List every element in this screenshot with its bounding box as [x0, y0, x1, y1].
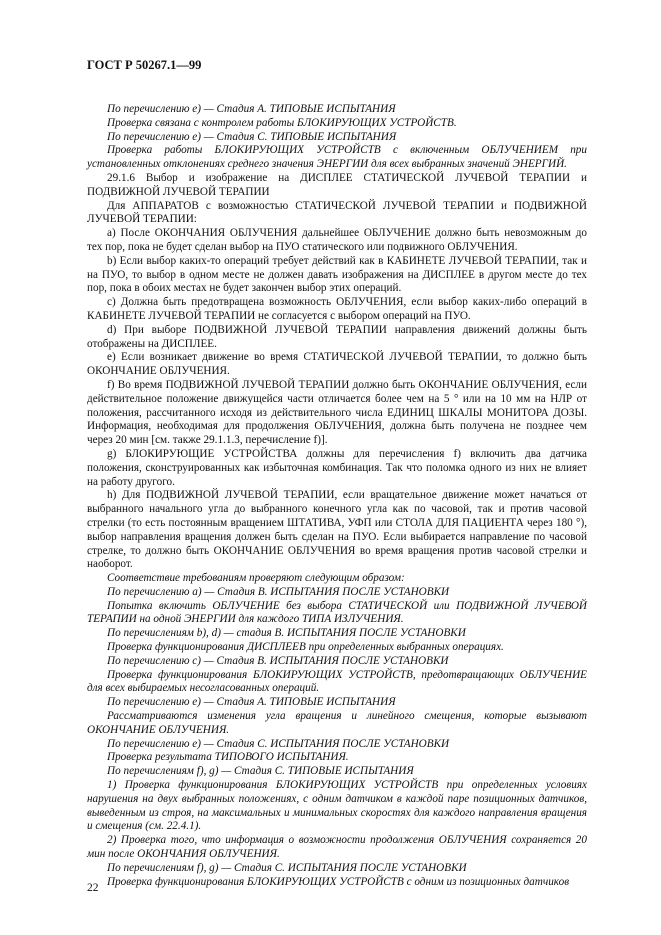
paragraph-text: По перечислению е) — Стадия С. ТИПОВЫЕ ИСПЫТАНИЯ — [107, 130, 397, 143]
paragraph-text: Проверка функционирования ДИСПЛЕЕВ при определенных выбранных операциях. — [107, 641, 504, 654]
italic-paragraph — [87, 710, 587, 738]
paragraph — [87, 379, 587, 448]
document-body — [87, 103, 587, 889]
italic-paragraph — [87, 144, 587, 172]
paragraph-text: Попытка включить ОБЛУЧЕНИЕ без выбора СТАТИЧЕСКОЙ или ПОДВИЖНОЙ ЛУЧЕВОЙ ТЕРАПИИ на одной ЭНЕРГИИ для каждого ТИПА ИЗЛУЧЕНИЯ. — [87, 599, 587, 626]
paragraph-text: b) Если выбор каких-то операций требует действий как в КАБИНЕТЕ ЛУЧЕВОЙ ТЕРАПИИ, так и на ПУО, то выбор в одном месте не должен давать изображения на ДИСПЛЕЕ в другом месте до тех пор, пока в обоих местах не будет закончен выбор этих операций. — [87, 254, 587, 295]
paragraph-text: По перечислениям b), d) — стадия В. ИСПЫТАНИЯ ПОСЛЕ УСТАНОВКИ — [107, 627, 466, 640]
paragraph-text: Проверка результата ТИПОВОГО ИСПЫТАНИЯ. — [107, 751, 349, 764]
document-page — [87, 58, 587, 889]
italic-paragraph — [87, 117, 587, 131]
paragraph — [87, 324, 587, 352]
italic-paragraph — [87, 131, 587, 145]
paragraph — [87, 200, 587, 228]
paragraph-text: е) Если возникает движение во время СТАТИЧЕСКОЙ ЛУЧЕВОЙ ТЕРАПИИ, то должно быть ОКОНЧАНИЕ ОБЛУЧЕНИЯ. — [87, 351, 587, 378]
italic-paragraph — [87, 600, 587, 628]
paragraph — [87, 255, 587, 296]
italic-paragraph — [87, 641, 587, 655]
italic-paragraph — [87, 751, 587, 765]
paragraph-text: h) Для ПОДВИЖНОЙ ЛУЧЕВОЙ ТЕРАПИИ, если вращательное движение может начаться от выбранного начального угла до выбранного конечного угла как по часовой, так и против часовой стрелки (то есть постоянным вращением ШТАТИВА, УФП или СТОЛА ДЛЯ ПАЦИЕНТА через 180 °), выбор направления вращения должен быть сделан на ПУО. Если выбирается направление по часовой стрелке, то должно быть ОКОНЧАНИЕ ОБЛУЧЕНИЯ во время вращения против часовой стрелки и наоборот. — [87, 489, 587, 571]
paragraph-text: Проверка работы БЛОКИРУЮЩИХ УСТРОЙСТВ с включенным ОБЛУЧЕНИЕМ при установленных отклонениях среднего значения ЭНЕРГИИ для всех выбранных значений ЭНЕРГИЙ. — [87, 144, 587, 171]
italic-paragraph — [87, 572, 587, 586]
page-number: 22 — [87, 882, 99, 894]
paragraph — [87, 448, 587, 489]
italic-paragraph — [87, 876, 587, 890]
paragraph-text: 1) Проверка функционирования БЛОКИРУЮЩИХ УСТРОЙСТВ при определенных условиях нарушения на двух выбранных положениях, с одним датчиком в каждой паре позиционных датчиков, выведенным из строя, на максимальных и минимальных скоростях для каждого направления вращения и смещения (см. 22.4.1). — [87, 779, 587, 833]
paragraph-text: По перечислениям f), g) — Стадия С. ТИПОВЫЕ ИСПЫТАНИЯ — [107, 765, 414, 778]
paragraph-text: 2) Проверка того, что информация о возможности продолжения ОБЛУЧЕНИЯ сохраняется 20 мин после ОКОНЧАНИЯ ОБЛУЧЕНИЯ. — [87, 834, 587, 861]
italic-paragraph — [87, 834, 587, 862]
paragraph-text: Проверка связана с контролем работы БЛОКИРУЮЩИХ УСТРОЙСТВ. — [107, 116, 457, 129]
paragraph — [87, 172, 587, 200]
paragraph-text: По перечислению е) — Стадия С. ИСПЫТАНИЯ ПОСЛЕ УСТАНОВКИ — [107, 737, 450, 750]
italic-paragraph — [87, 103, 587, 117]
paragraph-text: По перечислению е) — Стадия А. ТИПОВЫЕ ИСПЫТАНИЯ — [107, 103, 396, 115]
paragraph-text: Соответствие требованиям проверяют следующим образом: — [107, 572, 405, 585]
italic-paragraph — [87, 627, 587, 641]
paragraph-text: По перечислению с) — Стадия В. ИСПЫТАНИЯ ПОСЛЕ УСТАНОВКИ — [107, 654, 449, 667]
paragraph-text: По перечислению а) — Стадия В. ИСПЫТАНИЯ ПОСЛЕ УСТАНОВКИ — [107, 585, 450, 598]
italic-paragraph — [87, 738, 587, 752]
paragraph-text: Проверка функционирования БЛОКИРУЮЩИХ УСТРОЙСТВ с одним из позиционных датчиков — [107, 875, 570, 888]
paragraph-text: 29.1.6 Выбор и изображение на ДИСПЛЕЕ СТАТИЧЕСКОЙ ЛУЧЕВОЙ ТЕРАПИИ и ПОДВИЖНОЙ ЛУЧЕВОЙ ТЕРАПИИ — [87, 171, 587, 198]
italic-paragraph — [87, 779, 587, 834]
paragraph-text: f) Во время ПОДВИЖНОЙ ЛУЧЕВОЙ ТЕРАПИИ должно быть ОКОНЧАНИЕ ОБЛУЧЕНИЯ, если действительное положение движущейся части отличается более чем на 5 ° или на 10 мм на НЛР от положения, рассчитанного исходя из действительного числа ЕДИНИЦ ШКАЛЫ МОНИТОРА ДОЗЫ. Информация, необходимая для продолжения ОБЛУЧЕНИЯ, должна быть получена не позднее чем через 20 мин [см. также 29.1.1.3, перечисление f)]. — [87, 378, 587, 447]
paragraph-text: Для АППАРАТОВ с возможностью СТАТИЧЕСКОЙ ЛУЧЕВОЙ ТЕРАПИИ и ПОДВИЖНОЙ ЛУЧЕВОЙ ТЕРАПИИ: — [87, 199, 587, 226]
paragraph — [87, 351, 587, 379]
italic-paragraph — [87, 655, 587, 669]
italic-paragraph — [87, 862, 587, 876]
paragraph-text: а) После ОКОНЧАНИЯ ОБЛУЧЕНИЯ дальнейшее ОБЛУЧЕНИЕ должно быть невозможным до тех пор, пока не будет сделан выбор на ПУО статического или подвижного ОБЛУЧЕНИЯ. — [87, 227, 587, 253]
italic-paragraph — [87, 765, 587, 779]
paragraph-text: с) Должна быть предотвращена возможность ОБЛУЧЕНИЯ, если выбор каких-либо операций в КАБИНЕТЕ ЛУЧЕВОЙ ТЕРАПИИ не согласуется с выбором операций на ПУО. — [87, 296, 587, 322]
paragraph-text: Проверка функционирования БЛОКИРУЮЩИХ УСТРОЙСТВ, предотвращающих ОБЛУЧЕНИЕ для всех выбираемых несогласованных операций. — [87, 668, 587, 695]
italic-paragraph — [87, 696, 587, 710]
paragraph-text: Рассматриваются изменения угла вращения и линейного смещения, которые вызывают ОКОНЧАНИЕ ОБЛУЧЕНИЯ. — [87, 710, 587, 736]
paragraph — [87, 489, 587, 572]
italic-paragraph — [87, 586, 587, 600]
italic-paragraph — [87, 669, 587, 697]
paragraph — [87, 227, 587, 255]
paragraph-text: g) БЛОКИРУЮЩИЕ УСТРОЙСТВА должны для перечисления f) включить два датчика положения, сконструированных как избыточная комбинация. Так что поломка одного из них не влияет на работу другого. — [87, 447, 587, 488]
paragraph — [87, 296, 587, 324]
paragraph-text: По перечислениям f), g) — Стадия С. ИСПЫТАНИЯ ПОСЛЕ УСТАНОВКИ — [107, 861, 467, 874]
document-header: ГОСТ Р 50267.1—99 — [87, 58, 202, 72]
paragraph-text: По перечислению е) — Стадия А. ТИПОВЫЕ ИСПЫТАНИЯ — [107, 696, 396, 709]
paragraph-text: d) При выборе ПОДВИЖНОЙ ЛУЧЕВОЙ ТЕРАПИИ направления движений должны быть отображены на ДИСПЛЕЕ. — [87, 323, 587, 350]
